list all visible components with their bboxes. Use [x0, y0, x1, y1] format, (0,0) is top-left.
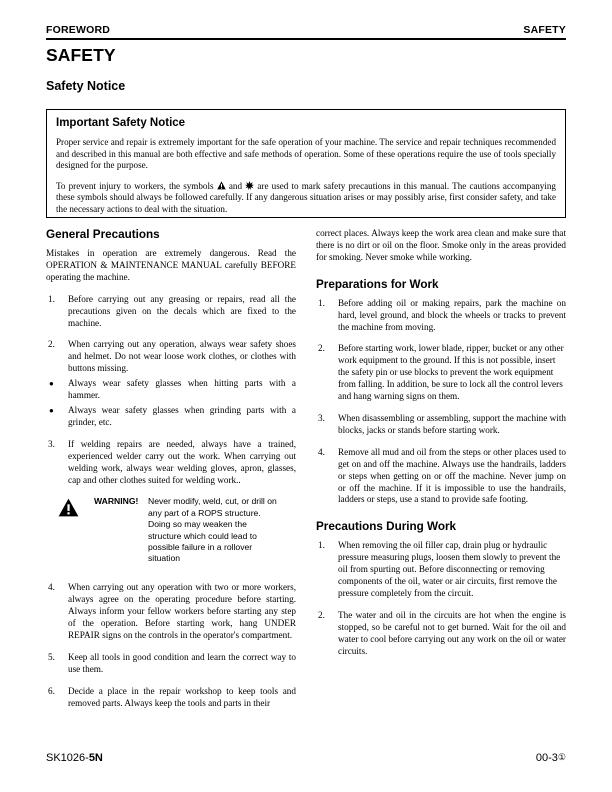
- list-item: [46, 582, 296, 642]
- header-right-label: SAFETY: [523, 24, 566, 36]
- notice-heading: Important Safety Notice: [56, 117, 186, 129]
- warning-callout: [46, 496, 296, 570]
- list-item-text: Decide a place in the repair workshop to keep tools and removed parts. Always keep the tools and parts in their: [68, 685, 296, 708]
- list-item-marker: 1.: [318, 297, 325, 308]
- bullet-marker: ●: [49, 405, 54, 415]
- running-header: [46, 24, 566, 36]
- warning-text: Never modify, weld, cut, or drill on any part of a ROPS structure. Doing so may weaken the structure which could lead to possible failure in a rollover situation: [148, 496, 277, 564]
- list-item-marker: 3.: [48, 438, 55, 449]
- list-item-text: Always wear safety glasses when hitting parts with a hammer.: [68, 378, 296, 401]
- list-item-marker: 4.: [318, 446, 325, 457]
- list-item-marker: 6.: [48, 685, 55, 696]
- list-item-marker: 2.: [318, 609, 325, 620]
- list-item-text: If welding repairs are needed, always have a trained, experienced welder carry out the work. When carrying out welding work, always wear welding gloves, apron, glasses, cap and other clothes suited for welding work..: [68, 438, 296, 485]
- notice-paragraph-1: Proper service and repair is extremely important for the safe operation of your machine. The service and repair techniques recommended and described in this manual are both effective and safe methods of operation. Some of these operations require the use of tools specially designed for the purpose.: [56, 137, 556, 171]
- list-item-text: When disassembling or assembling, support the machine with blocks, jacks or stands before starting work.: [338, 412, 566, 435]
- notice-paragraph-2: [56, 181, 556, 216]
- list-item: [46, 405, 296, 429]
- list-item-text: When removing the oil filler cap, drain plug or hydraulic pressure measuring plugs, loosen them slowly to prevent the oil from spurting out. Before disconnecting or removing components of the oil, water or air circuits, first remove the pressure completely from the circuit.: [338, 540, 561, 598]
- notice-paragraph-2-part-c: are used to mark safety precautions in this manual. The cautions accompanying these symbols should always be followed carefully. If any dangerous situation arises or may possibly arise, first consider safety, and take the necessary actions to deal with the situation.: [56, 180, 556, 214]
- document-id-suffix: 5N: [88, 752, 103, 764]
- precautions-during-work-heading: Precautions During Work: [316, 520, 457, 534]
- list-item-marker: 5.: [48, 651, 55, 662]
- preparations-for-work-heading: Preparations for Work: [316, 277, 439, 291]
- page-number-value: 00-3: [535, 752, 558, 764]
- list-item-marker: 1.: [318, 540, 325, 551]
- page-number-mark: ①: [557, 752, 566, 762]
- list-item-text: When carrying out any operation, always wear safety shoes and helmet. Do not wear loose work clothes, or clothes with buttons missing.: [68, 339, 296, 374]
- list-item-text: Keep all tools in good condition and learn the correct way to use them.: [68, 651, 296, 674]
- list-item-marker: 3.: [318, 412, 325, 423]
- list-item: [316, 343, 566, 403]
- continuation-paragraph: correct places. Always keep the work area clean and make sure that there is no dirt or oil on the floor. Smoke only in the areas provided for smoking. Never smoke while working.: [316, 228, 566, 262]
- list-item: [46, 378, 296, 402]
- list-item-text: When carrying out any operation with two or more workers, always agree on the operating procedure before starting. Always inform your fellow workers before starting any step of the operation. Before starting work, hang UNDER REPAIR signs on the controls in the operator's compartment.: [68, 582, 296, 641]
- list-item-text: Always wear safety glasses when grinding parts with a grinder, etc.: [68, 404, 296, 427]
- general-precautions-intro: Mistakes in operation are extremely dangerous. Read the OPERATION & MAINTENANCE MANUAL carefully BEFORE operating the machine.: [46, 248, 296, 282]
- page-number: [536, 752, 566, 764]
- list-item-text: Before carrying out any greasing or repairs, read all the precautions given on the decals which are fixed to the machine.: [68, 293, 296, 328]
- list-item-marker: 2.: [48, 339, 55, 350]
- list-item: [46, 294, 296, 330]
- hazard-burst-icon: [245, 181, 254, 190]
- right-column: [316, 228, 566, 667]
- warning-triangle-icon: [58, 498, 79, 517]
- list-item-marker: 4.: [48, 582, 55, 593]
- page-footer: [46, 752, 566, 764]
- list-item: [316, 540, 566, 600]
- document-id-prefix: SK1026-: [46, 752, 89, 764]
- bullet-marker: ●: [49, 379, 54, 389]
- header-rule: [46, 38, 566, 40]
- list-item: [316, 610, 566, 658]
- list-item: [46, 686, 296, 710]
- notice-paragraph-2-part-b: and: [228, 180, 243, 191]
- list-item-text: Before adding oil or making repairs, park the machine on hard, level ground, and block the wheels or tracks to prevent the machine from moving.: [338, 297, 566, 332]
- list-item: [46, 439, 296, 487]
- section-heading: Safety Notice: [46, 79, 126, 93]
- list-item: [46, 339, 296, 375]
- list-item-text: Remove all mud and oil from the steps or other places used to get on and off the machine. Always use the handrails, ladders or steps when getting on or off the machine. Never jump on or off the machine. If it is impossible to use the handrails, ladders or steps, use a stand to provide safe footing.: [338, 446, 566, 505]
- warning-label: WARNING!: [94, 496, 139, 507]
- list-item: [316, 447, 566, 507]
- document-id: [46, 752, 103, 764]
- list-item: [316, 413, 566, 437]
- header-left-label: FOREWORD: [46, 24, 111, 36]
- important-safety-notice-box: [46, 109, 566, 218]
- left-column: [46, 228, 296, 720]
- list-item: [316, 298, 566, 334]
- list-item-marker: 1.: [48, 293, 55, 304]
- list-item: [46, 652, 296, 676]
- list-item-text: Before starting work, lower blade, ripper, bucket or any other work equipment to the ground. If this is not possible, insert the safety pin or use blocks to prevent the work equipment from falling. In addition, be sure to lock all the control levers and hang warning signs on them.: [338, 343, 564, 402]
- warning-triangle-icon: [217, 181, 226, 190]
- list-item-marker: 2.: [318, 343, 325, 354]
- notice-paragraph-2-part-a: To prevent injury to workers, the symbols: [56, 180, 214, 191]
- general-precautions-heading: General Precautions: [46, 228, 160, 241]
- list-item-text: The water and oil in the circuits are hot when the engine is stopped, so be careful not to get burned. Wait for the oil and water to cool before carrying out any work on the oil or water circuits.: [338, 609, 566, 656]
- page-title: SAFETY: [46, 45, 116, 65]
